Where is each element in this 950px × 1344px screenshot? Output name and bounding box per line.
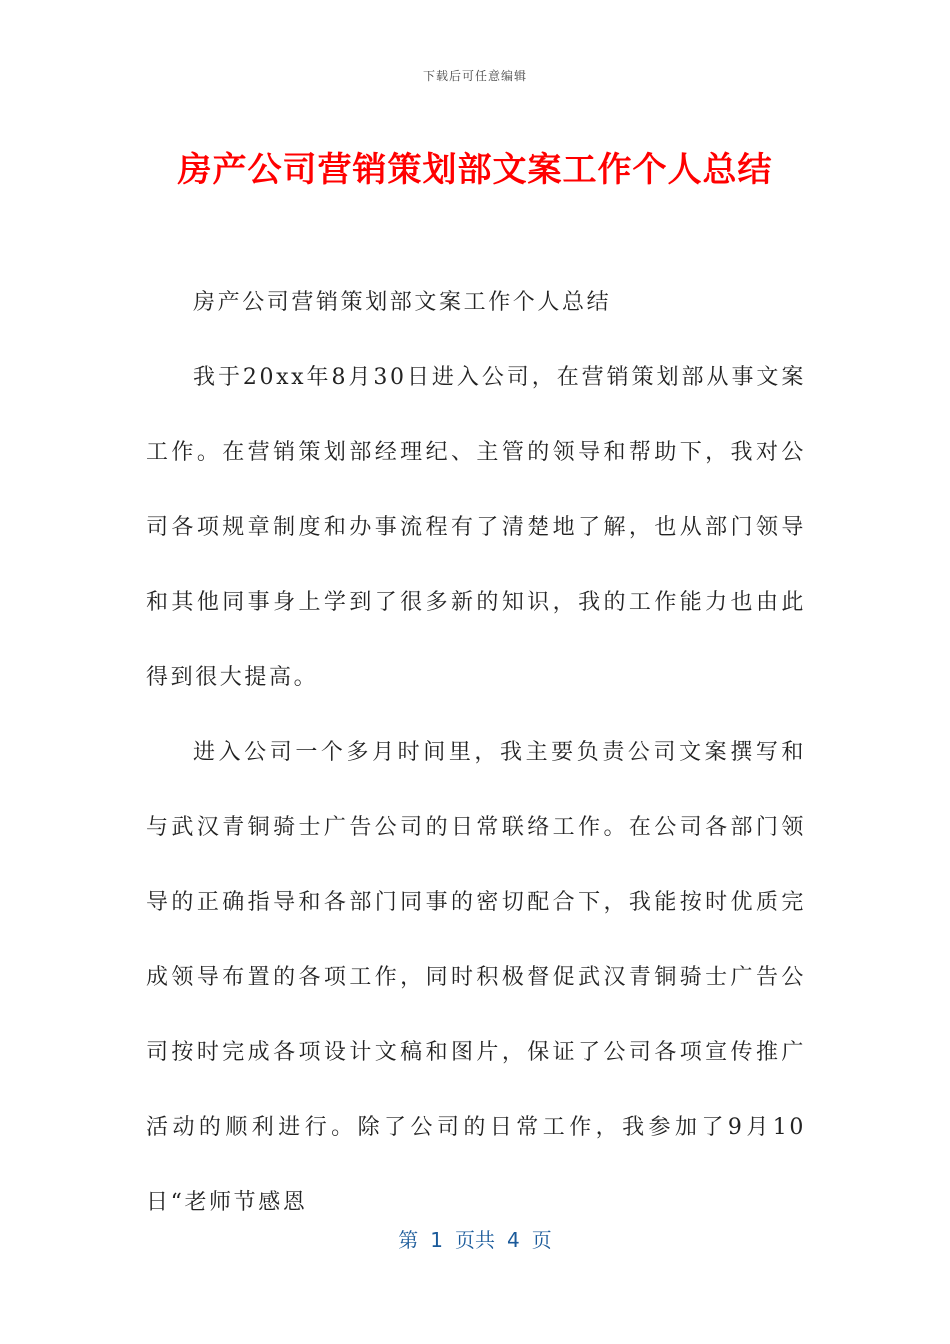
- document-body: [146, 265, 806, 1240]
- paragraph: 我于20xx年8月30日进入公司，在营销策划部从事文案工作。在营销策划部经理纪、主管的领导和帮助下，我对公司各项规章制度和办事流程有了清楚地了解，也从部门领导和其他同事身上学到了很多新的知识，我的工作能力也由此得到很大提高。: [146, 365, 806, 690]
- page-suffix: 页: [531, 1228, 552, 1252]
- document-title: 房产公司营销策划部文案工作个人总结: [177, 150, 773, 190]
- header-note: 下载后可任意编辑: [422, 69, 527, 83]
- paragraph: 进入公司一个多月时间里，我主要负责公司文案撰写和与武汉青铜骑士广告公司的日常联络工作。在公司各部门领导的正确指导和各部门同事的密切配合下，我能按时优质完成领导布置的各项工作，同时积极督促武汉青铜骑士广告公司按时完成各项设计文稿和图片，保证了公司各项宣传推广活动的顺利进行。除了公司的日常工作，我参加了9月10日“老师节感恩: [146, 740, 806, 1215]
- page-footer: [0, 1224, 950, 1253]
- paragraph-subtitle: 房产公司营销策划部文案工作个人总结: [193, 290, 612, 315]
- total-pages: 4: [507, 1228, 520, 1252]
- page-prefix: 第: [398, 1228, 419, 1252]
- page-number: 1: [430, 1228, 443, 1252]
- page-mid: 页共: [455, 1228, 495, 1252]
